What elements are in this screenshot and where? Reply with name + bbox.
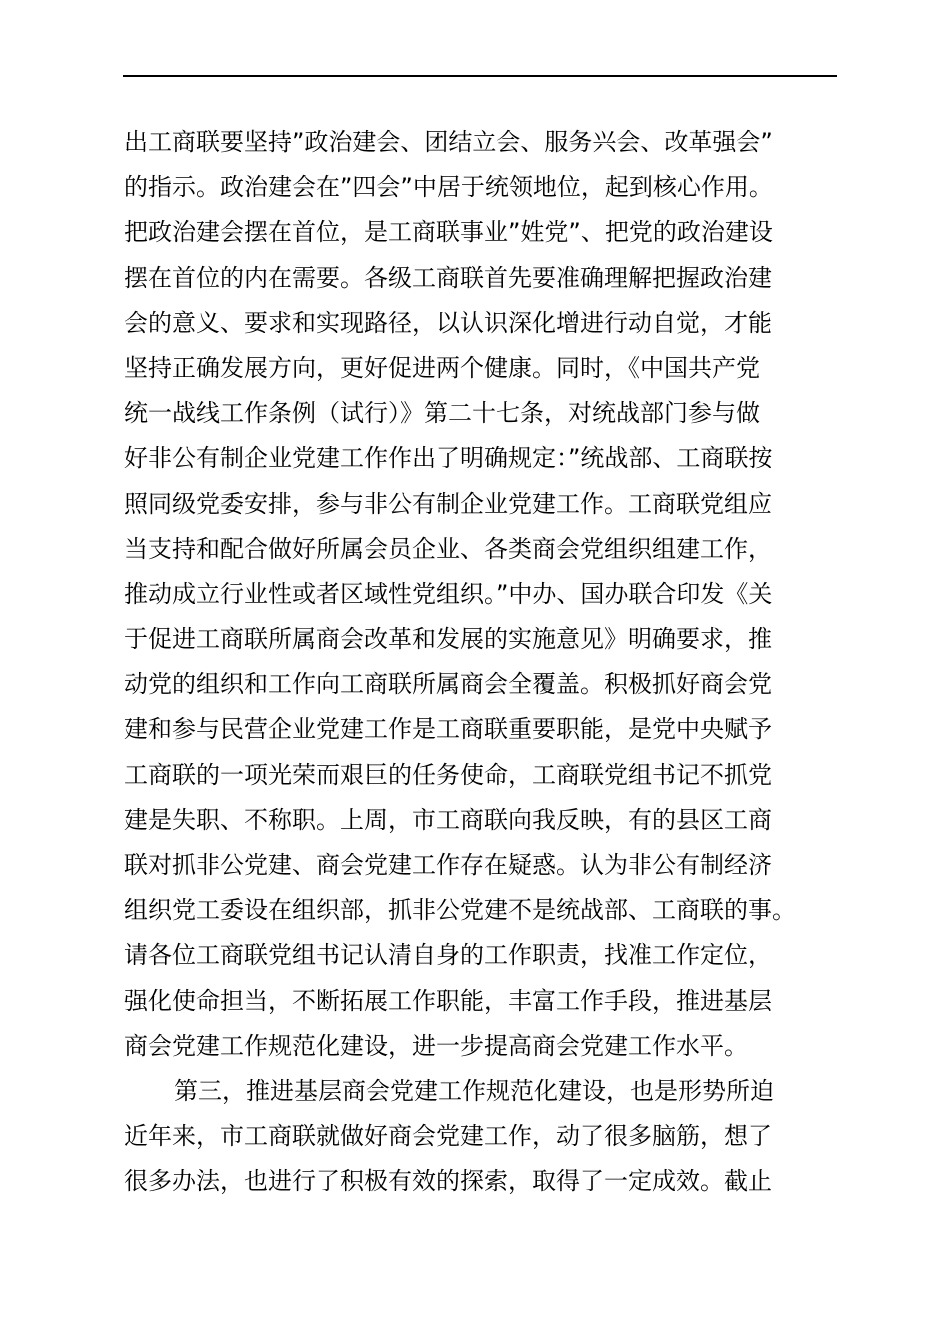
text-line: 照同级党委安排，参与非公有制企业党建工作。工商联党组应 [124, 489, 772, 518]
text-line: 的指示。政治建会在”四会”中居于统领地位，起到核心作用。 [124, 173, 773, 202]
paragraph-start-line: 第三，推进基层商会党建工作规范化建设，也是形势所迫 [174, 1076, 774, 1105]
text-line: 联对抓非公党建、商会党建工作存在疑惑。认为非公有制经济 [124, 851, 772, 879]
text-line: 好非公有制企业党建工作作出了明确规定：”统战部、工商联按 [124, 444, 773, 473]
text-line: 出工商联要坚持”政治建会、团结立会、服务兴会、改革强会” [124, 128, 773, 156]
text-line: 坚持正确发展方向，更好促进两个健康。同时，《中国共产党 [124, 353, 760, 382]
text-line: 近年来，市工商联就做好商会党建工作，动了很多脑筋，想了 [124, 1122, 772, 1151]
text-line: 商会党建工作规范化建设，进一步提高商会党建工作水平。 [124, 1031, 748, 1060]
text-line: 很多办法，也进行了积极有效的探索，取得了一定成效。截止 [124, 1167, 772, 1196]
body-text [124, 120, 838, 1205]
text-line: 推动成立行业性或者区域性党组织。”中办、国办联合印发《关 [124, 579, 773, 608]
text-line: 当支持和配合做好所属会员企业、各类商会党组织组建工作， [124, 534, 772, 563]
text-line: 请各位工商联党组书记认清自身的工作职责，找准工作定位， [124, 941, 772, 970]
text-line: 动党的组织和工作向工商联所属商会全覆盖。积极抓好商会党 [124, 670, 772, 699]
text-line: 摆在首位的内在需要。各级工商联首先要准确理解把握政治建 [124, 263, 772, 292]
header-divider [123, 75, 837, 77]
text-line: 于促进工商联所属商会改革和发展的实施意见》明确要求，推 [124, 625, 772, 654]
text-line: 统一战线工作条例（试行）》第二十七条，对统战部门参与做 [124, 399, 760, 428]
text-line: 建是失职、不称职。上周，市工商联向我反映，有的县区工商 [124, 805, 772, 834]
text-line: 组织党工委设在组织部，抓非公党建不是统战部、工商联的事。 [124, 896, 796, 925]
text-line: 会的意义、要求和实现路径，以认识深化增进行动自觉，才能 [124, 308, 772, 337]
text-line: 建和参与民营企业党建工作是工商联重要职能，是党中央赋予 [124, 715, 772, 744]
text-line: 强化使命担当，不断拓展工作职能，丰富工作手段，推进基层 [124, 986, 772, 1015]
text-line: 把政治建会摆在首位，是工商联事业”姓党”、把党的政治建设 [124, 218, 773, 247]
text-line: 工商联的一项光荣而艰巨的任务使命，工商联党组书记不抓党 [124, 760, 772, 789]
